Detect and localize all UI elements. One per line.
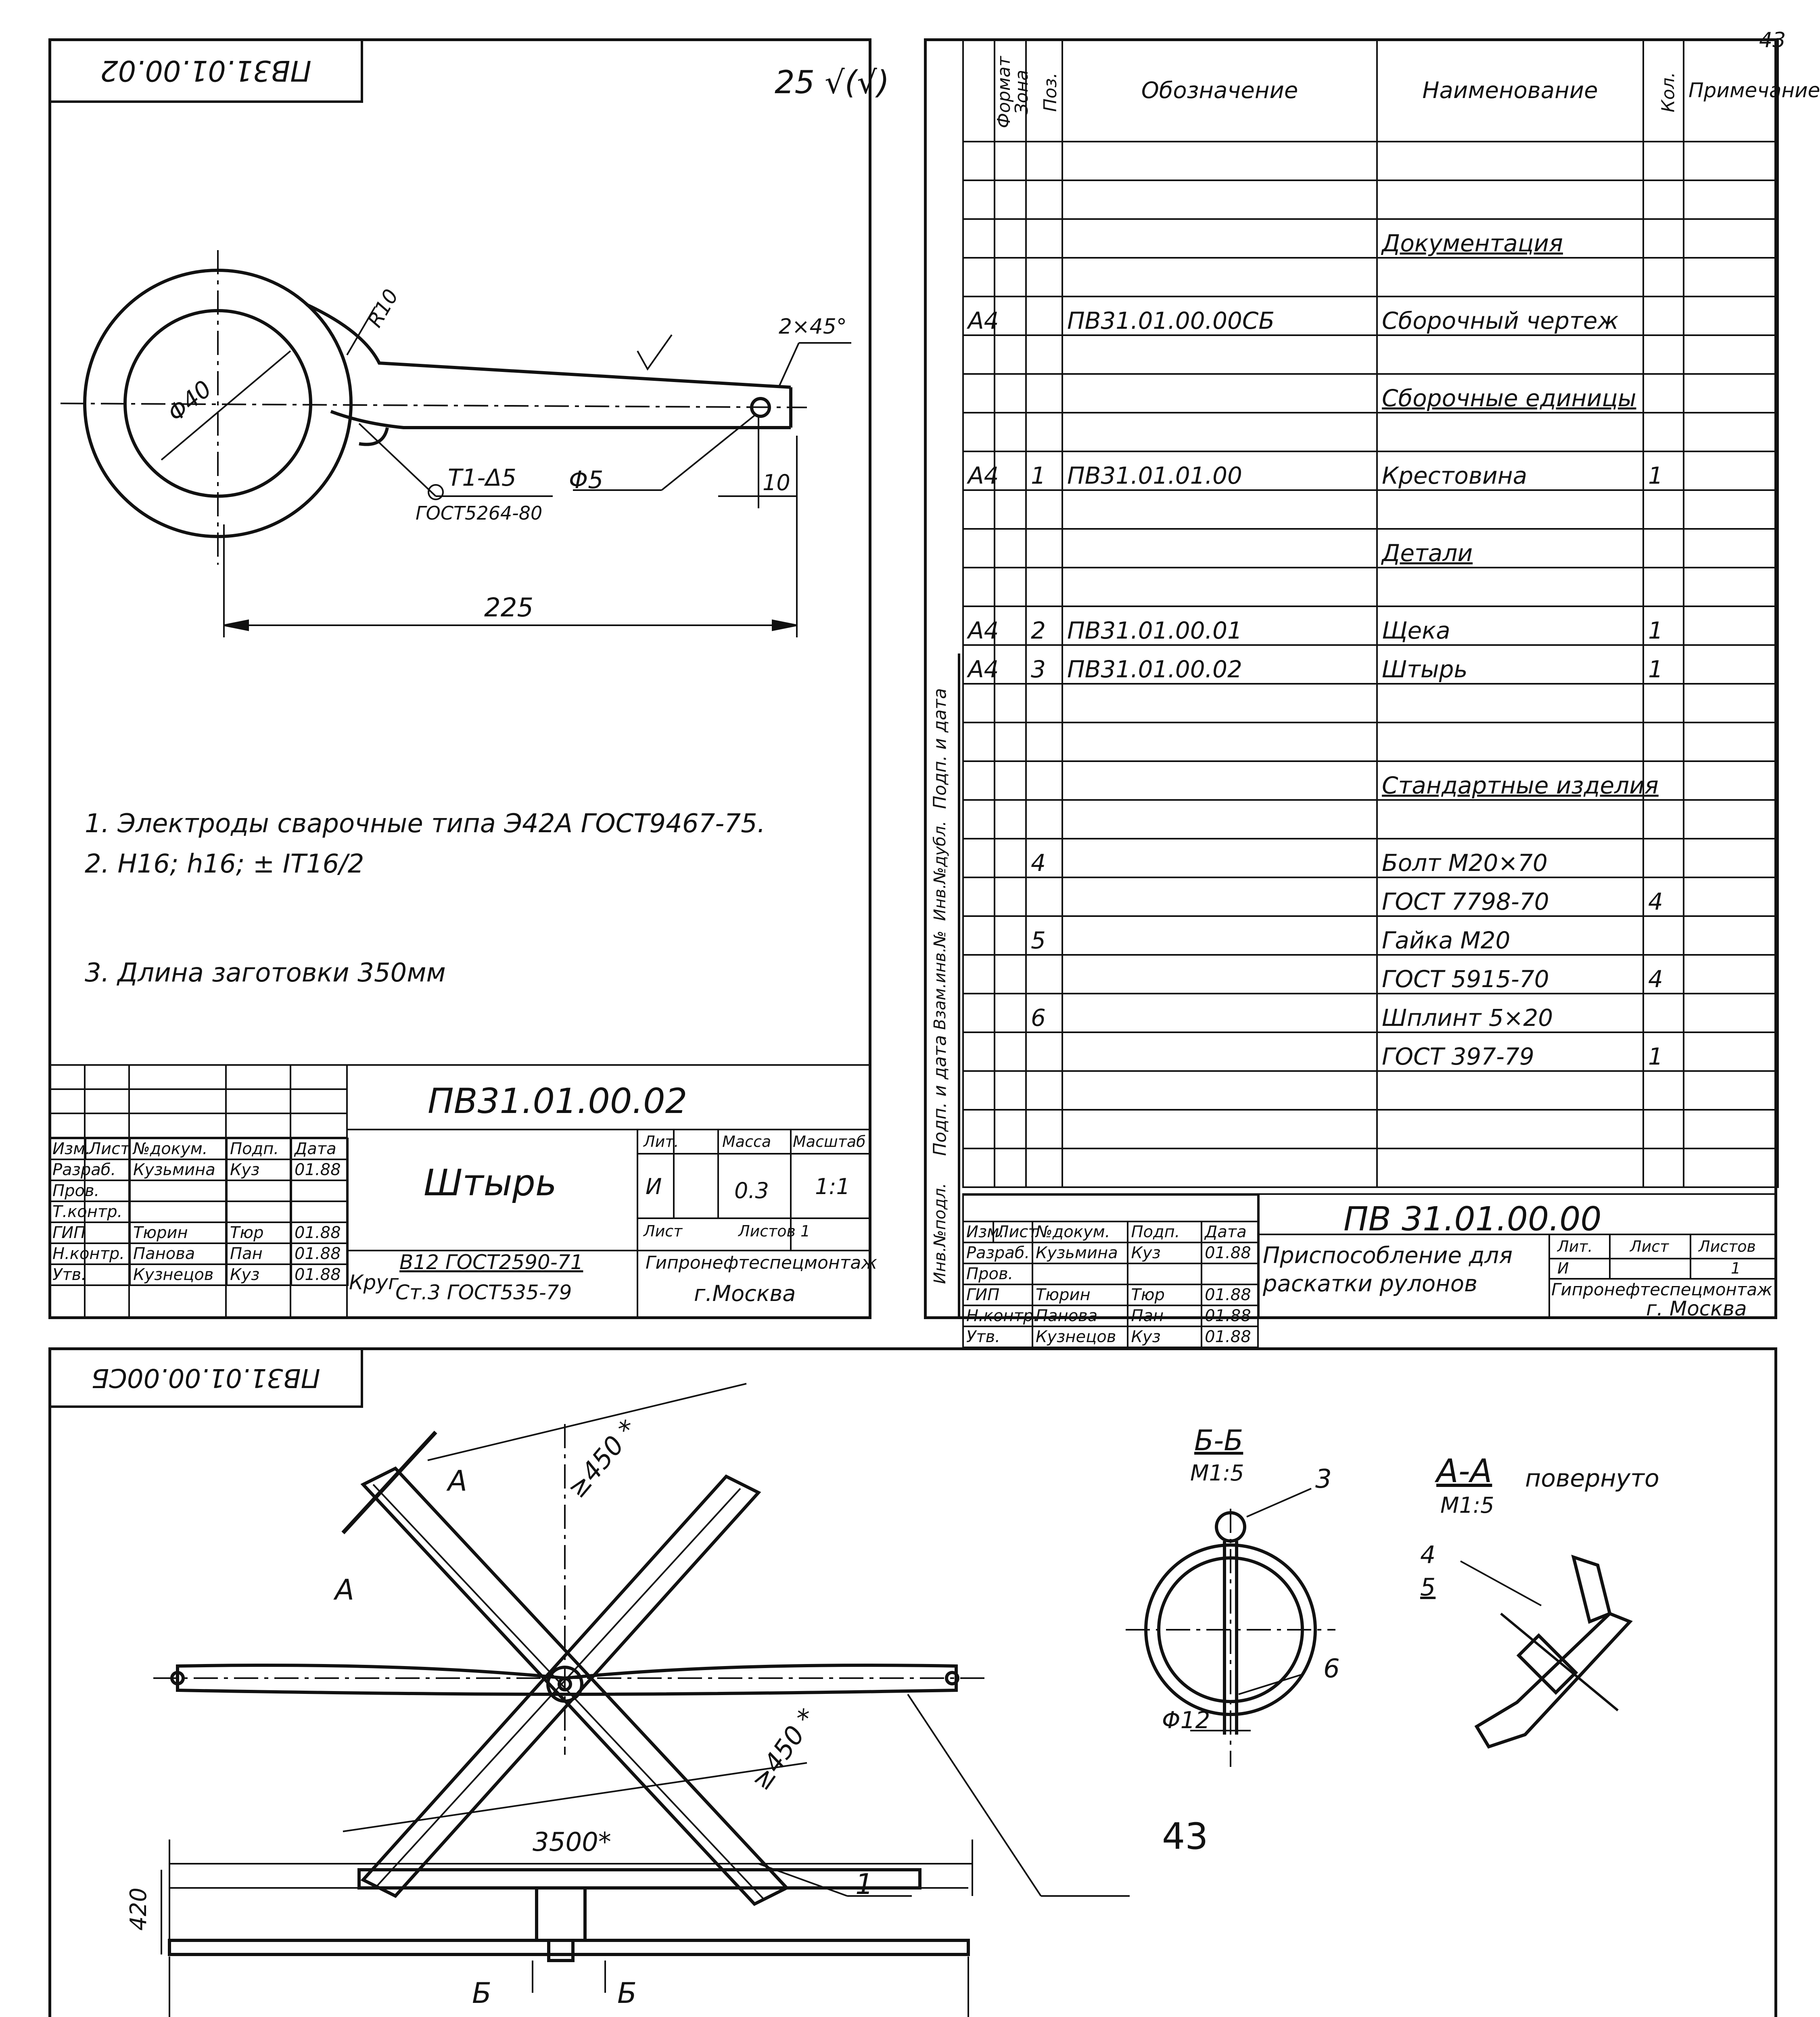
spec-cell-name: Гайка М20: [1377, 916, 1643, 955]
sig-date: 01.88: [1201, 1242, 1258, 1263]
spec-cell-name: Крестовина: [1377, 451, 1643, 490]
dim-phi12: Φ12: [1162, 1706, 1210, 1734]
sig-date: Дата: [1201, 1221, 1258, 1242]
sheet1-tb-city: г.Москва: [694, 1281, 796, 1306]
spec-cell-name: Детали: [1377, 529, 1643, 568]
dim-3500: 3500*: [533, 1827, 611, 1857]
view-bb-scale: М1:5: [1190, 1460, 1244, 1486]
dim-225: 225: [484, 593, 534, 623]
sheet1-tb-material-prefix: Круг: [349, 1271, 399, 1294]
note-1: 1. Электроды сварочные типа Э42А ГОСТ9467-75.: [85, 809, 766, 839]
spec-cell-fmt: А4: [963, 606, 995, 645]
side-view-upper-bar: [359, 1870, 920, 1888]
sheet2-tb-city: г. Москва: [1646, 1297, 1747, 1320]
sheet1-tb-material-top: В12 ГОСТ2590-71: [399, 1251, 583, 1274]
side-view-hub: [537, 1888, 585, 1940]
sheet1-tb-material-bottom: Ст.3 ГОСТ535-79: [395, 1281, 572, 1304]
sheet1-tb-code: ПВ31.01.00.02: [428, 1081, 687, 1121]
spec-cell-qty: 1: [1643, 1032, 1684, 1071]
weld-mark: Т1-Δ5: [448, 464, 516, 491]
sheet1-tb-scale-h: Масштаб: [793, 1133, 866, 1150]
spec-header-code: Обозначение: [1062, 39, 1377, 142]
spec-header-pos: Поз.: [1026, 39, 1062, 142]
spec-cell-fmt: А4: [963, 645, 995, 684]
spec-cell-pos: 2: [1026, 606, 1062, 645]
sig-doc: №докум.: [1032, 1221, 1128, 1242]
sheet2-tb-lit: И: [1557, 1259, 1569, 1277]
sig-role: Пров.: [49, 1180, 130, 1201]
dim-420: 420: [125, 1888, 152, 1931]
sig-name: Тюрин: [1032, 1284, 1128, 1305]
sheet2-tb-sheets-h: Листов: [1699, 1238, 1756, 1255]
sig-role: Утв.: [49, 1264, 130, 1285]
weld-standard: ГОСТ5264-80: [416, 502, 543, 524]
spec-header-format: Формат: [963, 39, 995, 142]
view-aa-title: А-А: [1436, 1452, 1492, 1490]
page-number-center: 43: [1162, 1815, 1208, 1858]
sheet1-tb-lit: И: [646, 1174, 662, 1199]
page-corner-number: 43: [1759, 28, 1786, 52]
sheet1-tb-scale: 1:1: [815, 1174, 850, 1199]
dim-phi40: Φ40: [162, 375, 217, 427]
spec-cell-name: Щека: [1377, 606, 1643, 645]
sig-date: 01.88: [291, 1222, 348, 1243]
sig-sign: Пан: [1128, 1305, 1201, 1326]
sig-sign: Подп.: [227, 1138, 291, 1159]
spec-cell-fmt: А4: [963, 451, 995, 490]
sheet2-tb-lit-h: Лит.: [1557, 1238, 1593, 1255]
sig-sign: Пан: [227, 1243, 291, 1264]
sig-date: 01.88: [1201, 1326, 1258, 1347]
spec-cell-name: Документация: [1377, 219, 1643, 258]
sig-role: Н.контр.: [963, 1305, 1032, 1326]
sheet1-tb-sheet-h: Лист: [644, 1222, 683, 1240]
label-b2: Б: [617, 1977, 637, 2010]
spec-cell-name: Шплинт 5×20: [1377, 994, 1643, 1032]
sig-date: 01.88: [291, 1264, 348, 1285]
side-label: Взам.инв.№: [931, 930, 949, 1030]
sig-name: Кузнецов: [1032, 1326, 1128, 1347]
side-label: Инв.№дубл.: [931, 821, 949, 921]
sig-doc: №докум.: [130, 1138, 227, 1159]
sig-name: Панова: [130, 1243, 227, 1264]
sheet1-tb-sheets-h: Листов 1: [738, 1222, 811, 1240]
sheet1-tb-mass: 0.3: [734, 1178, 769, 1203]
sig-date: 01.88: [1201, 1284, 1258, 1305]
sig-role: Разраб.: [49, 1159, 130, 1180]
spec-cell-name: Сборочный чертеж: [1377, 296, 1643, 335]
spec-cell-qty: 4: [1643, 877, 1684, 916]
spec-cell-pos: 3: [1026, 645, 1062, 684]
spec-header-note: Примечание: [1684, 39, 1778, 142]
spec-cell-qty: 1: [1643, 451, 1684, 490]
dim-r10: R10: [363, 285, 403, 332]
sig-role: Пров.: [963, 1263, 1032, 1284]
spec-cell-qty: 1: [1643, 645, 1684, 684]
view-bb-title: Б-Б: [1194, 1424, 1243, 1457]
spec-header-zone: Зона: [995, 39, 1026, 142]
spec-cell-qty: 1: [1643, 606, 1684, 645]
sheet2-tb-org: Гипронефтеспецмонтаж: [1551, 1280, 1772, 1299]
spec-cell-name: Болт М20×70: [1377, 839, 1643, 877]
spec-header-qty: Кол.: [1643, 39, 1684, 142]
sig-name: Кузьмина: [1032, 1242, 1128, 1263]
dim-phi5: Φ5: [569, 466, 604, 494]
sig-role: Т.контр.: [49, 1201, 130, 1222]
spec-cell-fmt: А4: [963, 296, 995, 335]
sig-sign: Куз: [1128, 1242, 1201, 1263]
sig-sign: Куз: [1128, 1326, 1201, 1347]
sheet1-tb-name: Штырь: [424, 1162, 557, 1204]
position-3: 3: [1315, 1464, 1332, 1494]
sig-name: Лист: [86, 1138, 130, 1159]
sig-date: 01.88: [291, 1159, 348, 1180]
spec-cell-pos: 5: [1026, 916, 1062, 955]
sig-name: Кузьмина: [130, 1159, 227, 1180]
sheet1-tb-mass-h: Масса: [722, 1133, 771, 1150]
dim-10: 10: [763, 470, 790, 495]
sig-role: ГИП: [963, 1284, 1032, 1305]
sheet2-tb-name-1: Приспособление для: [1263, 1242, 1513, 1269]
sig-name: Лист: [993, 1221, 1032, 1242]
label-a2: А: [335, 1573, 354, 1606]
side-label: Инв.№подл.: [931, 1183, 949, 1284]
sig-date: 01.88: [291, 1243, 348, 1264]
dim-450-bottom: ≥450 *: [746, 1703, 823, 1796]
sheet2-tb-name-2: раскатки рулонов: [1263, 1271, 1478, 1297]
sig-date: Дата: [291, 1138, 348, 1159]
dim-450-top: ≥450 *: [562, 1414, 644, 1504]
side-label: Подп. и дата: [930, 688, 951, 809]
angle-profile: [1477, 1614, 1630, 1747]
sig-sign: Подп.: [1128, 1221, 1201, 1242]
sig-role: Разраб.: [963, 1242, 1032, 1263]
sig-name: Панова: [1032, 1305, 1128, 1326]
sig-sign: Куз: [227, 1264, 291, 1285]
sig-role: Изм.: [963, 1221, 993, 1242]
sheet1-tb-lit-h: Лит.: [644, 1133, 679, 1150]
side-view-lower-bar: [169, 1940, 968, 1954]
position-4: 4: [1420, 1541, 1436, 1569]
position-1: 1: [855, 1868, 873, 1901]
sheet1-code-stamp-text: ПВ31.01.00.02: [100, 54, 311, 87]
label-a1: А: [448, 1464, 467, 1497]
sig-role: ГИП: [49, 1222, 130, 1243]
spec-cell-qty: 4: [1643, 955, 1684, 994]
sheet1-tb-org: Гипронефтеспецмонтаж: [646, 1253, 877, 1273]
spec-cell-name: Стандартные изделия: [1377, 761, 1643, 800]
position-6: 6: [1323, 1654, 1340, 1684]
spec-cell-name: Штырь: [1377, 645, 1643, 684]
bolt-head: [1519, 1635, 1576, 1692]
sig-name: Кузнецов: [130, 1264, 227, 1285]
spec-cell-code: ПВ31.01.00.01: [1062, 606, 1377, 645]
note-3: 3. Длина заготовки 350мм: [85, 958, 446, 988]
sheet2-tb-code: ПВ 31.01.00.00: [1344, 1200, 1602, 1238]
sig-sign: Куз: [227, 1159, 291, 1180]
view-aa-note: повернуто: [1525, 1464, 1659, 1493]
spec-cell-code: ПВ31.01.01.00: [1062, 451, 1377, 490]
position-5: 5: [1420, 1573, 1436, 1601]
spec-cell-pos: 1: [1026, 451, 1062, 490]
spec-cell-name: ГОСТ 5915-70: [1377, 955, 1643, 994]
dim-chamfer: 2×45°: [779, 315, 847, 339]
sig-role: Изм.: [49, 1138, 86, 1159]
note-2: 2. H16; h16; ± IT16/2: [85, 849, 364, 879]
spec-cell-pos: 6: [1026, 994, 1062, 1032]
label-b1: Б: [472, 1977, 492, 2010]
roughness-mark: 25 √(√): [775, 65, 890, 101]
spec-cell-code: ПВ31.01.00.00СБ: [1062, 296, 1377, 335]
sig-name: Тюрин: [130, 1222, 227, 1243]
view-aa-scale: М1:5: [1440, 1493, 1494, 1518]
spec-cell-name: ГОСТ 397-79: [1377, 1032, 1643, 1071]
sig-role: Утв.: [963, 1326, 1032, 1347]
side-label: Подп. и дата: [930, 1035, 951, 1156]
sig-role: Н.контр.: [49, 1243, 130, 1264]
sheet2-tb-sheet-h: Лист: [1630, 1238, 1669, 1255]
spec-cell-code: ПВ31.01.00.02: [1062, 645, 1377, 684]
spec-cell-name: Сборочные единицы: [1377, 374, 1643, 413]
spec-header-name: Наименование: [1377, 39, 1643, 142]
sig-sign: Тюр: [227, 1222, 291, 1243]
spec-cell-name: ГОСТ 7798-70: [1377, 877, 1643, 916]
sheet3-code-stamp-text: ПВ31.01.00.00СБ: [91, 1363, 320, 1393]
sig-date: 01.88: [1201, 1305, 1258, 1326]
spec-cell-pos: 4: [1026, 839, 1062, 877]
sig-sign: Тюр: [1128, 1284, 1201, 1305]
sheet2-tb-sheets: 1: [1731, 1259, 1741, 1277]
